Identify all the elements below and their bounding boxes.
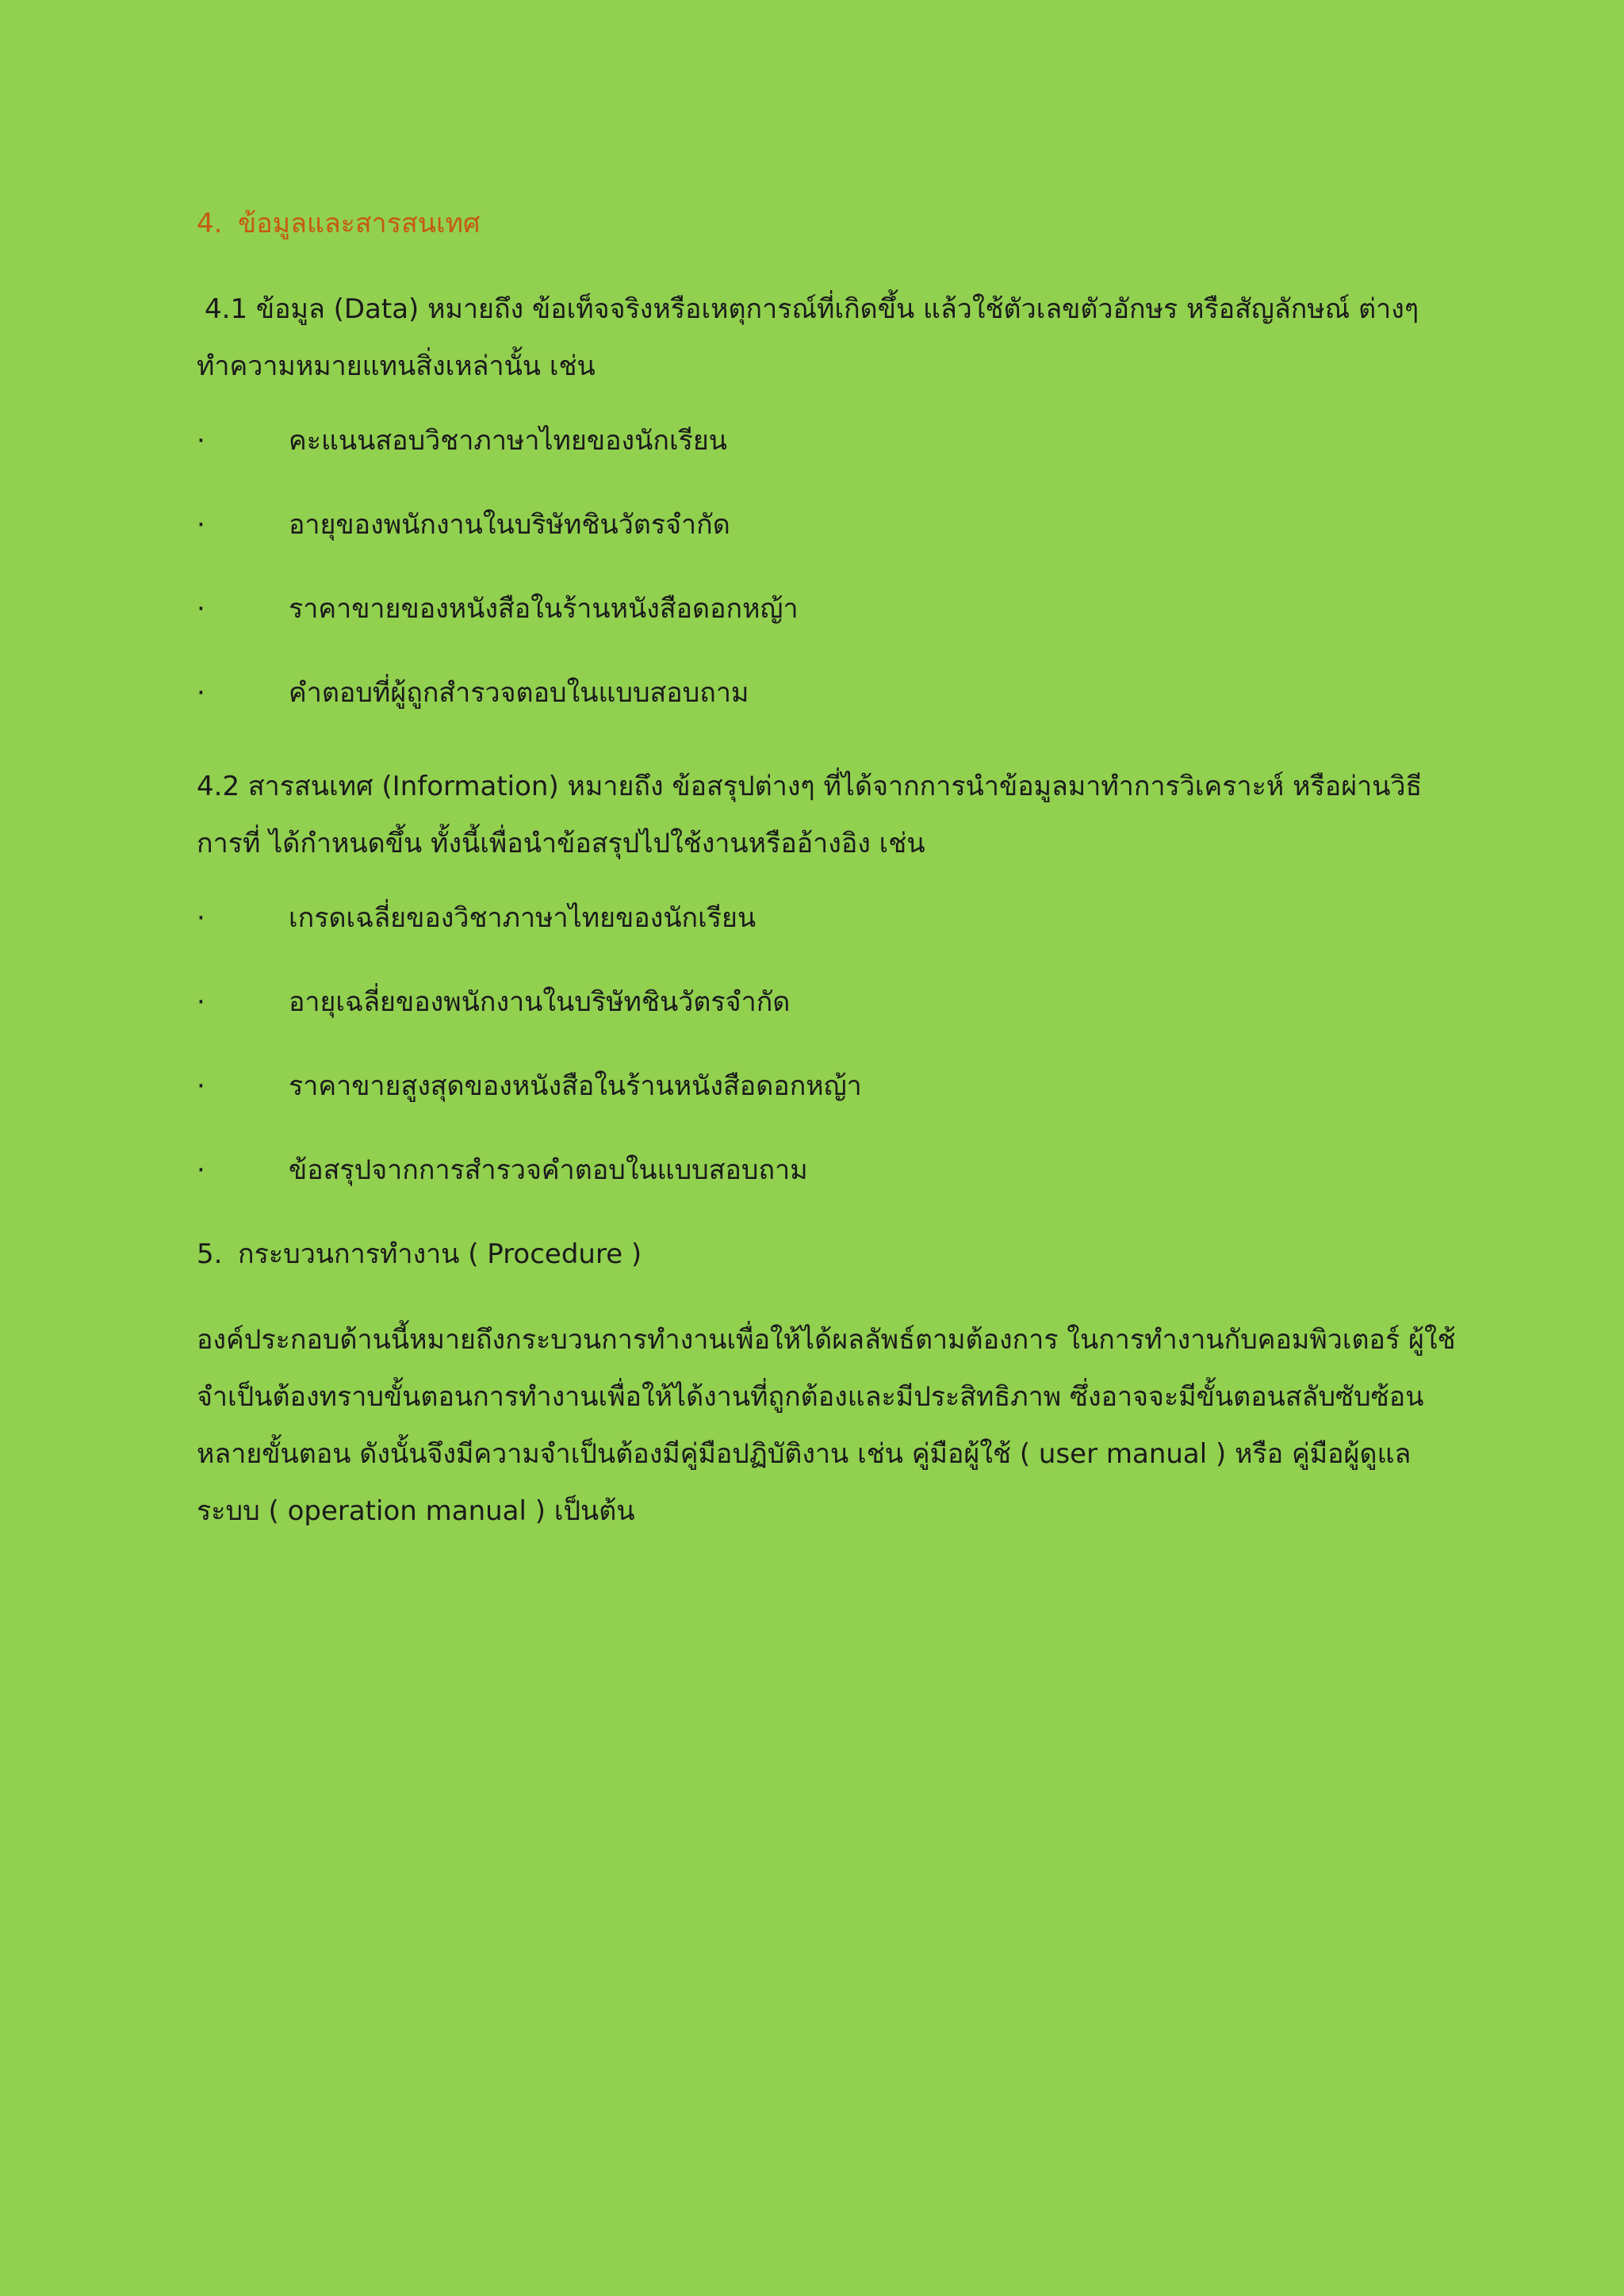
list-item xyxy=(197,1151,1465,1189)
bullet-icon: · xyxy=(197,509,205,541)
bullet-icon: · xyxy=(197,425,205,457)
bullet-icon: · xyxy=(197,1070,205,1102)
bullet-icon: · xyxy=(197,677,205,709)
section-4-1-bullet-list xyxy=(197,422,1465,712)
section-4-2-paragraph: 4.2 สารสนเทศ (Information) หมายถึง ข้อสรุปต่างๆ ที่ได้จากการนำข้อมูลมาทำการวิเคราะห์ หรือผ่านวิธีการที่ ได้กำหนดขึ้น ทั้งนี้เพื่อนำข้อสรุปไปใช้งานหรืออ้างอิง เช่น xyxy=(197,771,1423,859)
section-4-heading xyxy=(197,205,1465,243)
bullet-icon: · xyxy=(197,902,205,934)
bullet-icon: · xyxy=(197,986,205,1018)
section-5-title: กระบวนการทำงาน ( Procedure ) xyxy=(238,1238,642,1270)
section-4-2-bullet-list xyxy=(197,899,1465,1189)
bullet-icon: · xyxy=(197,593,205,625)
list-item xyxy=(197,1067,1465,1105)
list-item xyxy=(197,590,1465,628)
section-4-1-paragraph: 4.1 ข้อมูล (Data) หมายถึง ข้อเท็จจริงหรือเหตุการณ์ที่เกิดขึ้น แล้วใช้ตัวเลขตัวอักษร หรือสัญลักษณ์ ต่างๆ ทำความหมายแทนสิ่งเหล่านั้น เช่น xyxy=(197,293,1419,382)
list-item-text: คำตอบที่ผู้ถูกสำรวจตอบในแบบสอบถาม xyxy=(289,677,749,709)
list-item xyxy=(197,674,1465,712)
list-item xyxy=(197,422,1465,460)
section-4-title: ข้อมูลและสารสนเทศ xyxy=(238,208,481,239)
list-item-text: ข้อสรุปจากการสำรวจคำตอบในแบบสอบถาม xyxy=(289,1154,808,1186)
list-item-text: ราคาขายของหนังสือในร้านหนังสือดอกหญ้า xyxy=(289,593,799,625)
list-item-text: เกรดเฉลี่ยของวิชาภาษาไทยของนักเรียน xyxy=(289,902,756,934)
list-item-text: คะแนนสอบวิชาภาษาไทยของนักเรียน xyxy=(289,425,727,457)
section-4-number: 4. xyxy=(197,208,223,239)
list-item xyxy=(197,983,1465,1021)
list-item-text: อายุเฉลี่ยของพนักงานในบริษัทชินวัตรจำกัด xyxy=(289,986,791,1018)
section-5-paragraph: องค์ประกอบด้านนี้หมายถึงกระบวนการทำงานเพื่อให้ได้ผลลัพธ์ตามต้องการ ในการทำงานกับคอมพิวเตอร์ ผู้ใช้จำเป็นต้องทราบขั้นตอนการทำงานเพื่อให้ได้งานที่ถูกต้องและมีประสิทธิภาพ ซึ่งอาจจะมีขั้นตอนสลับซับซ้อนหลายขั้นตอน ดังนั้นจึงมีความจำเป็นต้องมีคู่มือปฏิบัติงาน เช่น คู่มือผู้ใช้ ( user manual ) หรือ คู่มือผู้ดูแลระบบ ( operation manual ) เป็นต้น xyxy=(197,1324,1456,1527)
list-item xyxy=(197,899,1465,937)
bullet-icon: · xyxy=(197,1154,205,1186)
list-item-text: ราคาขายสูงสุดของหนังสือในร้านหนังสือดอกหญ้า xyxy=(289,1070,862,1102)
section-5-heading xyxy=(197,1235,1465,1273)
list-item xyxy=(197,506,1465,544)
section-5-number: 5. xyxy=(197,1238,223,1270)
list-item-text: อายุของพนักงานในบริษัทชินวัตรจำกัด xyxy=(289,509,730,541)
